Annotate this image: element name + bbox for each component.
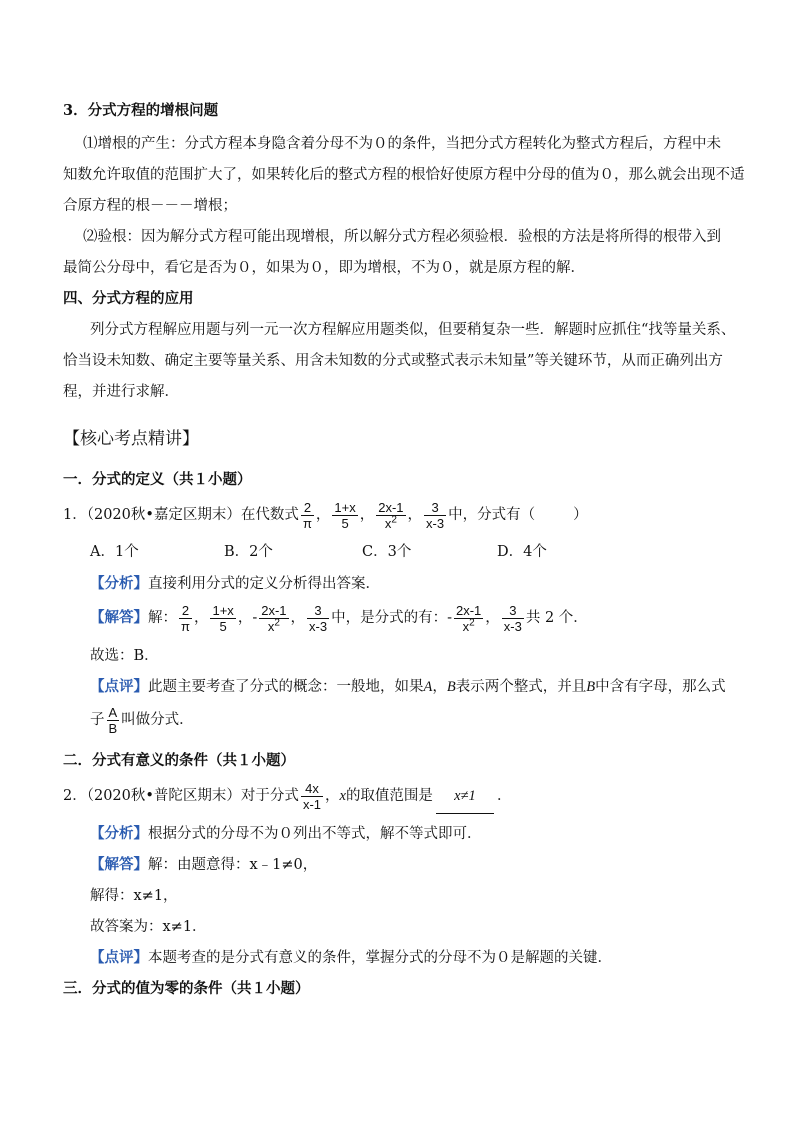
s4-line1: 列分式方程解应用题与列一元一次方程解应用题类似，但要稍复杂一些．解题时应抓住“找等量关系、 xyxy=(90,322,736,338)
s3-para2-line1: ⑵验根：因为解分式方程可能出现增根，所以解分式方程必须验根．验根的方法是将所得的根带入到 xyxy=(83,229,721,245)
s4-line3: 程，并进行求解． xyxy=(63,384,179,400)
fraction-3-over-x-3: $\frac{3}{x-3}$ xyxy=(426,499,445,531)
section-3-title: 3．分式方程的增根问题 xyxy=(63,102,219,119)
question-1: 1．（2020秋•嘉定区期末）在代数式 $\frac{2}{\pi}$ ， $\frac{1+x}{5}$ ， $\frac{2x-1}{x^2}$ ， $\frac{3}{x-3}$ 中，分式有（ ） xyxy=(63,499,588,531)
comment-tag: 【点评】 xyxy=(90,678,148,695)
s3-para1-line3: 合原方程的根－－－增根； xyxy=(63,198,237,214)
question-1-prefix: 1．（2020秋•嘉定区期末）在代数式 xyxy=(63,507,299,523)
option-b: B．2个 xyxy=(224,544,273,560)
q1-answer: 【解答】解： $\frac{2}{\pi}$ ， $\frac{1+x}{5}$ ，- $\frac{2x-1}{x^2}$ ， $\frac{3}{x-3}$ 中，是分式的有：- $\frac{2x-1}{x^2}$ ， $\frac{3}{x-3}$ 共 2 个． xyxy=(90,602,588,634)
question-2: 2．（2020秋•普陀区期末）对于分式 $\frac{4x}{x-1}$ ，x的取值范围是 x≠1 ． xyxy=(63,779,511,813)
s4-line2: 恰当设未知数、确定主要等量关系、用含未知数的分式或整式表示未知量”等关键环节，从而正确列出方 xyxy=(63,353,723,369)
option-c: C．3个 xyxy=(362,544,412,560)
q2-analysis: 【分析】根据分式的分母不为０列出不等式，解不等式即可． xyxy=(90,825,482,842)
option-a: A．1个 xyxy=(90,544,139,560)
analysis-tag: 【分析】 xyxy=(90,575,148,592)
s3-para1-line2: 知数允许取值的范围扩大了，如果转化后的整式方程的根恰好使原方程中分母的值为０，那么就会出现不适 xyxy=(63,167,745,183)
core-section-title: 【核心考点精讲】 xyxy=(63,429,199,449)
fraction-a-over-b: $\frac{A}{B}$ xyxy=(108,704,118,736)
topic-2-title: 二．分式有意义的条件（共１小题） xyxy=(63,752,295,769)
topic-1-title: 一．分式的定义（共１小题） xyxy=(63,471,252,488)
s3-para2-line2: 最简公分母中，看它是否为０，如果为０，即为增根，不为０，就是原方程的解． xyxy=(63,260,585,276)
fraction-4x-over-x-1: $\frac{4x}{x-1}$ xyxy=(302,780,321,812)
s3-para1-line1: ⑴增根的产生：分式方程本身隐含着分母不为０的条件，当把分式方程转化为整式方程后，方程中未 xyxy=(83,136,721,152)
fraction-1px-over-5: $\frac{1+x}{5}$ xyxy=(334,499,356,531)
option-d: D．4个 xyxy=(497,544,547,560)
answer-tag: 【解答】 xyxy=(90,609,148,626)
fraction-2x-1-over-x2: $\frac{2x-1}{x^2}$ xyxy=(378,499,404,531)
q1-comment: 【点评】此题主要考查了分式的概念：一般地，如果A，B表示两个整式，并且B中含有字母，那么式 xyxy=(90,678,726,695)
q2-final: 故答案为：x≠1． xyxy=(90,919,207,935)
q2-comment: 【点评】本题考查的是分式有意义的条件，掌握分式的分母不为０是解题的关键． xyxy=(90,949,612,966)
section-4-title: 四、分式方程的应用 xyxy=(63,290,194,307)
q1-comment-cont: 子 $\frac{A}{B}$ 叫做分式． xyxy=(90,704,194,736)
answer-blank: x≠1 xyxy=(436,779,494,814)
q1-choice: 故选：B． xyxy=(90,648,159,664)
question-1-suffix: 中，分式有（ xyxy=(448,507,536,523)
q2-answer: 【解答】解：由题意得：x﹣1≠0， xyxy=(90,856,318,873)
fraction-2-over-pi: $\frac{2}{\pi}$ xyxy=(302,499,312,531)
topic-3-title: 三．分式的值为零的条件（共１小题） xyxy=(63,980,310,997)
q2-solve: 解得：x≠1， xyxy=(90,888,178,904)
q1-analysis: 【分析】直接利用分式的定义分析得出答案． xyxy=(90,575,380,592)
